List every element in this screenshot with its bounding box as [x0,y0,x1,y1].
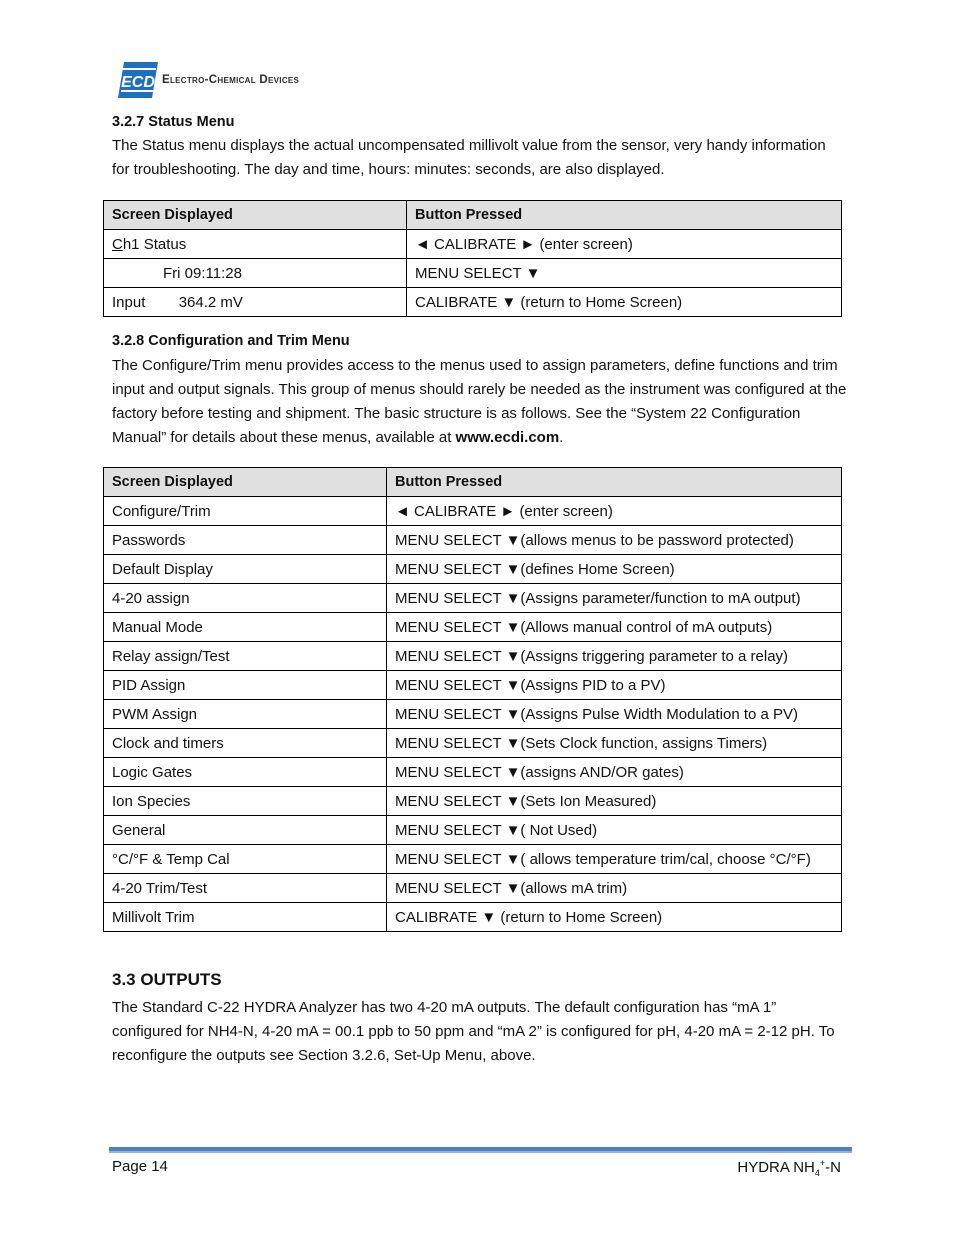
button-cell: MENU SELECT ▼( Not Used) [387,816,842,845]
outputs-paragraph: The Standard C-22 HYDRA Analyzer has two 4-20 mA outputs. The default configuration has “mA 1” configured for NH4-N, 4-20 mA = 00.1 ppb to 50 ppm and “mA 2” is configured for pH, 4-20 mA = 2-12 pH. To reconfigure the outputs see Section 3.2.6, Set-Up Menu, above. [112,999,835,1064]
status-menu-table [103,200,842,317]
table-row [104,642,842,671]
screen-cell: Passwords [104,526,387,555]
button-cell: MENU SELECT ▼(assigns AND/OR gates) [387,758,842,787]
button-cell: CALIBRATE ▼ (return to Home Screen) [407,288,842,317]
column-header: Screen Displayed [104,201,407,230]
button-cell: MENU SELECT ▼(allows menus to be password protected) [387,526,842,555]
table-row [104,903,842,932]
button-cell: MENU SELECT ▼(Sets Clock function, assigns Timers) [387,729,842,758]
ecd-logo-icon [118,62,158,98]
screen-cell: Ch1 Status [104,230,407,259]
table-row [104,671,842,700]
screen-cell: Logic Gates [104,758,387,787]
table-row [104,526,842,555]
company-logo [118,62,299,98]
table-row [104,497,842,526]
button-cell: MENU SELECT ▼(Assigns PID to a PV) [387,671,842,700]
screen-cell: PWM Assign [104,700,387,729]
screen-cell: 4-20 assign [104,584,387,613]
screen-cell: Input 364.2 mV [104,288,407,317]
button-cell: MENU SELECT ▼(Sets Ion Measured) [387,787,842,816]
product-superscript: + [819,1158,826,1168]
table-row [104,288,842,317]
product-suffix: -N [825,1159,841,1176]
screen-cell: 4-20 Trim/Test [104,874,387,903]
button-cell: MENU SELECT ▼(Assigns triggering parameter to a relay) [387,642,842,671]
footer-rule-light [109,1151,852,1153]
status-menu-paragraph: The Status menu displays the actual uncompensated millivolt value from the sensor, very handy information for troubleshooting. The day and time, hours: minutes: seconds, are also displayed. [112,137,826,178]
screen-cell: Manual Mode [104,613,387,642]
product-subscript: 4 [814,1168,820,1178]
table-row [104,816,842,845]
table-header-row [104,201,842,230]
table-row [104,700,842,729]
config-menu-table [103,467,842,932]
table-row [104,613,842,642]
table-row [104,845,842,874]
outputs-heading: 3.3 OUTPUTS [112,970,222,989]
table-row [104,259,842,288]
table-row [104,787,842,816]
paragraph-text: . [559,429,564,446]
button-cell: MENU SELECT ▼(defines Home Screen) [387,555,842,584]
screen-cell: Configure/Trim [104,497,387,526]
button-cell: MENU SELECT ▼(Assigns parameter/function to mA output) [387,584,842,613]
column-header: Button Pressed [407,201,842,230]
screen-cell: Clock and timers [104,729,387,758]
button-cell: ◄ CALIBRATE ► (enter screen) [387,497,842,526]
button-cell: MENU SELECT ▼(allows mA trim) [387,874,842,903]
button-cell: MENU SELECT ▼(Assigns Pulse Width Modulation to a PV) [387,700,842,729]
page-number: Page 14 [112,1158,168,1175]
table-row [104,729,842,758]
config-menu-paragraph [112,354,847,450]
product-name [737,1158,841,1178]
table-row [104,230,842,259]
screen-cell: General [104,816,387,845]
table-row [104,555,842,584]
paragraph-text: The Configure/Trim menu provides access to the menus used to assign parameters, define functions and trim input and output signals. This group of menus should rarely be needed as the instrument was configured at the factory before testing and shipment. The basic structure is as follows. See the “System 22 Configuration Manual” for details about these menus, available at [112,357,847,446]
button-cell: CALIBRATE ▼ (return to Home Screen) [387,903,842,932]
button-cell: MENU SELECT ▼ [407,259,842,288]
website-link[interactable]: www.ecdi.com [455,429,560,446]
column-header: Button Pressed [387,468,842,497]
status-menu-heading: 3.2.7 Status Menu [112,114,235,130]
screen-cell: Fri 09:11:28 [104,259,407,288]
config-menu-heading: 3.2.8 Configuration and Trim Menu [112,333,350,349]
table-row [104,874,842,903]
button-cell: MENU SELECT ▼( allows temperature trim/cal, choose °C/°F) [387,845,842,874]
column-header: Screen Displayed [104,468,387,497]
table-header-row [104,468,842,497]
button-cell: MENU SELECT ▼(Allows manual control of mA outputs) [387,613,842,642]
table-row [104,758,842,787]
screen-cell: Relay assign/Test [104,642,387,671]
button-cell: ◄ CALIBRATE ► (enter screen) [407,230,842,259]
screen-cell: °C/°F & Temp Cal [104,845,387,874]
screen-cell: Ion Species [104,787,387,816]
table-row [104,584,842,613]
product-name-main: HYDRA NH [737,1159,815,1176]
screen-cell: Millivolt Trim [104,903,387,932]
screen-cell: Default Display [104,555,387,584]
svg-text:ECD: ECD [121,74,155,91]
screen-cell: PID Assign [104,671,387,700]
logo-text: Electro-Chemical Devices [162,74,300,86]
